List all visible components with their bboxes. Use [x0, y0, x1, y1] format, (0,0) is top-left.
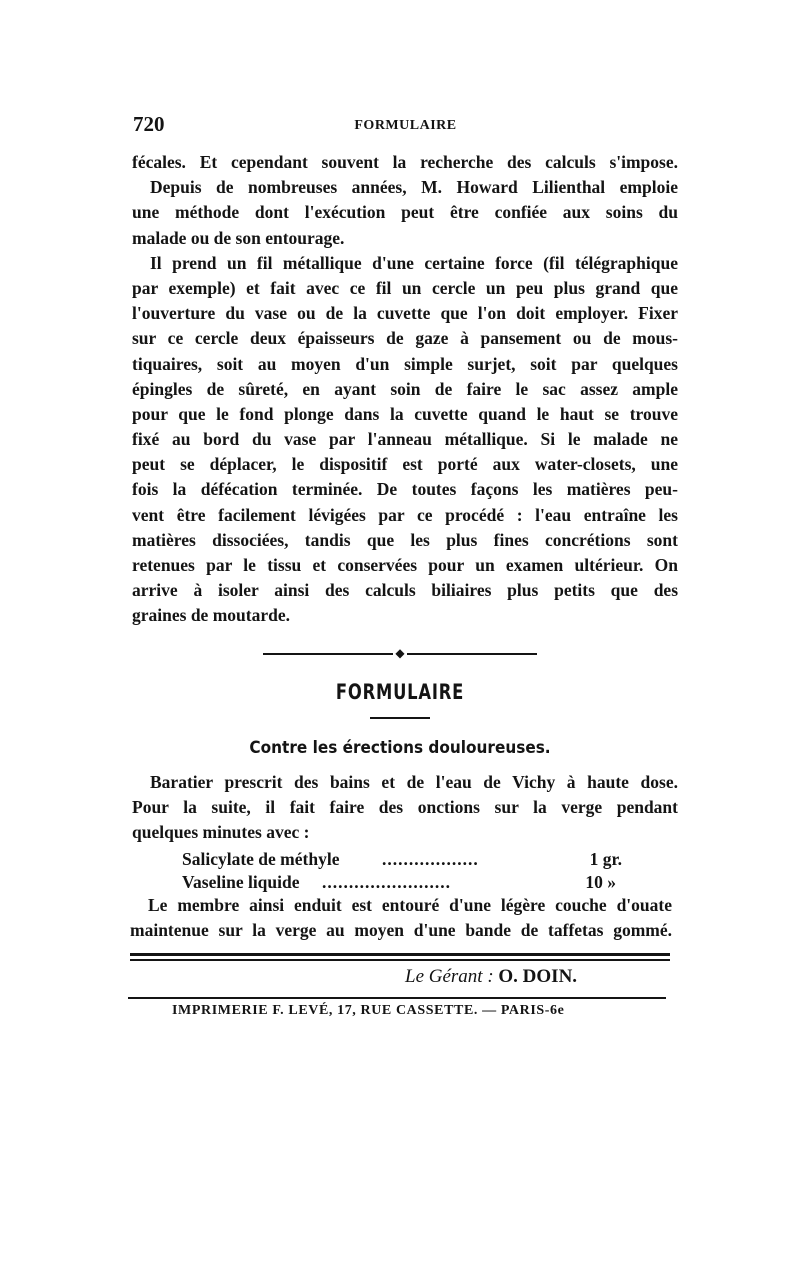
- text-line: tiquaires, soit au moyen d'un simple surjet, soit par quelques: [132, 353, 678, 374]
- text-line: malade ou de son entourage.: [132, 227, 345, 248]
- text-line: une méthode dont l'exécution peut être confiée aux soins du: [132, 202, 678, 223]
- text-line: épingles de sûreté, en ayant soin de faire le sac assez ample: [132, 378, 678, 399]
- text-line: Il prend un fil métallique d'une certaine force (fil télégraphique: [150, 252, 678, 273]
- text-line: graines de moutarde.: [132, 605, 290, 626]
- printer-imprint: IMPRIMERIE F. LEVÉ, 17, RUE CASSETTE. — PARIS-6e: [172, 1003, 565, 1018]
- signature-label: Le Gérant :: [405, 966, 494, 987]
- footer-rule: [128, 997, 666, 999]
- signature-name: O. DOIN.: [498, 966, 578, 987]
- text-line: peut se déplacer, le dispositif est porté aux water-closets, une: [132, 454, 678, 475]
- formula-row: [182, 871, 622, 894]
- leader-dots: ..................: [382, 849, 479, 869]
- text-line: Baratier prescrit des bains et de l'eau de Vichy à haute dose.: [150, 772, 678, 792]
- text-line: maintenue sur la verge au moyen d'une bande de taffetas gommé.: [130, 920, 672, 941]
- text-line: Depuis de nombreuses années, M. Howard Lilienthal emploie: [150, 177, 678, 198]
- leader-dots: ........................: [322, 872, 451, 892]
- section-title: FORMULAIRE: [335, 680, 465, 704]
- signature: [405, 966, 577, 988]
- section-ornament: [263, 645, 537, 663]
- text-line: l'ouverture du vase ou de la cuvette que l'on doit employer. Fixer: [132, 303, 678, 324]
- formula-row: [182, 848, 622, 871]
- closing-double-rule: [130, 953, 670, 961]
- text-line: par exemple) et fait avec ce fil un cercle un peu plus grand que: [132, 277, 678, 298]
- running-title: FORMULAIRE: [354, 118, 457, 133]
- text-line: arrive à isoler ainsi des calculs biliaires plus petits que des: [132, 580, 678, 601]
- text-line: fois la défécation terminée. De toutes façons les matières peu-: [132, 479, 678, 500]
- text-line: matières dissociées, tandis que les plus fines concrétions sont: [132, 529, 678, 550]
- ingredient-quantity: 10 »: [585, 872, 616, 892]
- text-line: Le membre ainsi enduit est entouré d'une légère couche d'ouate: [148, 895, 672, 915]
- diamond-icon: ◆: [395, 646, 405, 660]
- text-line: Pour la suite, il fait faire des onctions sur la verge pendant: [132, 797, 678, 818]
- title-underline: [370, 717, 430, 719]
- page-number: 720: [133, 112, 165, 136]
- ingredient-name: Salicylate de méthyle: [182, 849, 340, 869]
- top-paragraphs: [132, 150, 678, 629]
- closing-paragraph: [130, 893, 672, 943]
- subsection-title: Contre les érections douloureuses.: [249, 738, 551, 758]
- text-line: pour que le fond plonge dans la cuvette quand le haut se trouve: [132, 403, 678, 424]
- ingredient-name: Vaseline liquide: [182, 872, 300, 892]
- prescription-formula: [182, 848, 622, 894]
- ingredient-quantity: 1 gr.: [589, 849, 622, 869]
- text-line: fécales. Et cependant souvent la recherche des calculs s'impose.: [132, 152, 678, 172]
- text-line: fixé au bord du vase par l'anneau métallique. Si le malade ne: [132, 429, 678, 450]
- text-line: retenues par le tissu et conservées pour un examen ultérieur. On: [132, 555, 678, 575]
- text-line: vent être facilement lévigées par ce procédé : l'eau entraîne les: [132, 504, 678, 525]
- ornament-rule-left: [263, 653, 393, 655]
- intro-paragraph: [132, 770, 678, 846]
- ornament-rule-right: [407, 653, 537, 655]
- text-line: sur ce cercle deux épaisseurs de gaze à pansement ou de mous-: [132, 328, 678, 349]
- text-line: quelques minutes avec :: [132, 822, 310, 843]
- running-head: [133, 112, 678, 140]
